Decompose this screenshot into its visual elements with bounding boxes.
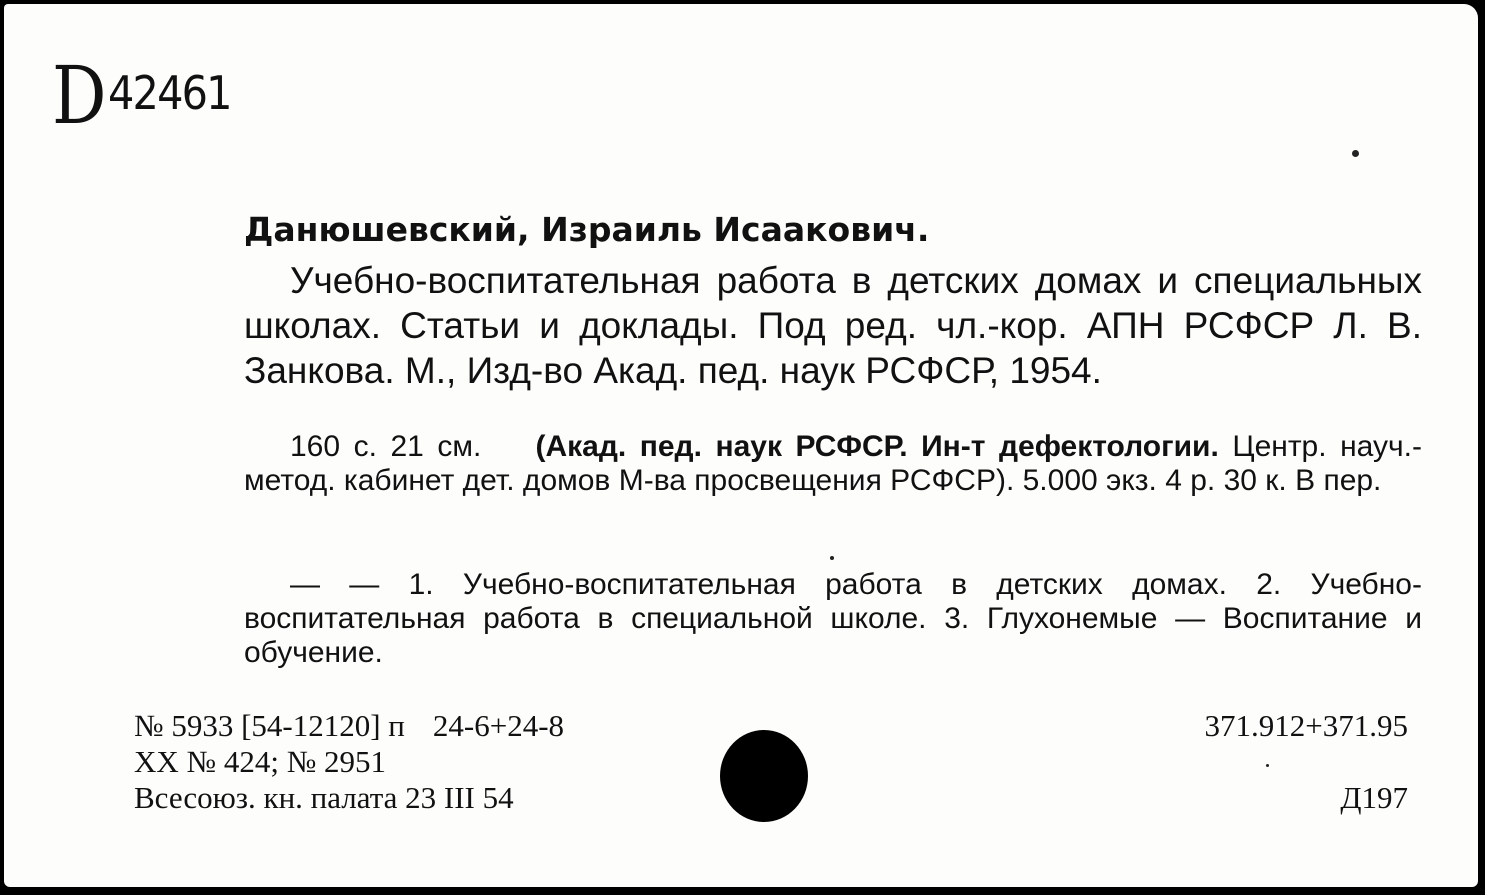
physical-extent: 160 с. 21 см.	[290, 430, 482, 463]
registration-number: № 5933 [54-12120] п	[134, 708, 405, 743]
ink-speck	[1352, 150, 1359, 157]
ink-speck	[1266, 764, 1269, 767]
catalog-card	[4, 4, 1478, 887]
udc-code: 371.912+371.95	[1204, 708, 1408, 743]
classification-number: 24-6+24-8	[432, 708, 565, 743]
physical-description	[244, 430, 1422, 498]
handwritten-call-number	[52, 49, 244, 142]
card-classification	[1205, 708, 1408, 816]
call-number-letter: D	[52, 49, 107, 142]
ink-speck	[830, 556, 834, 560]
card-registration	[134, 708, 564, 816]
series-notes: Центр. науч.-метод. кабинет дет. домов М-ва просвещения РСФСР). 5.000 экз. 4 р. 30 к. В пер.	[244, 430, 1422, 497]
series-registration: XX № 424; № 2951	[134, 744, 387, 779]
series-statement: (Акад. пед. наук РСФСР. Ин-т дефектологии.	[535, 430, 1219, 463]
title-statement	[244, 258, 1422, 393]
author-heading: Данюшевский, Израиль Исаакович.	[244, 210, 930, 249]
subject-headings	[244, 568, 1422, 670]
chamber-date: Всесоюз. кн. палата 23 III 54	[134, 780, 514, 815]
call-number-digits: 42461	[108, 66, 231, 120]
subjects-text: — — 1. Учебно-воспитательная работа в детских домах. 2. Учебно-воспитательная работа в специальной школе. 3. Глухонемые — Воспитание и обучение.	[244, 568, 1422, 669]
author-mark: Д197	[1340, 780, 1408, 815]
title-text: Учебно-воспитательная работа в детских домах и специальных школах. Статьи и доклады. Под ред. чл.-кор. АПН РСФСР Л. В. Занкова. М., Изд-во Акад. пед. наук РСФСР, 1954.	[244, 260, 1422, 391]
card-punch-hole	[720, 730, 808, 822]
